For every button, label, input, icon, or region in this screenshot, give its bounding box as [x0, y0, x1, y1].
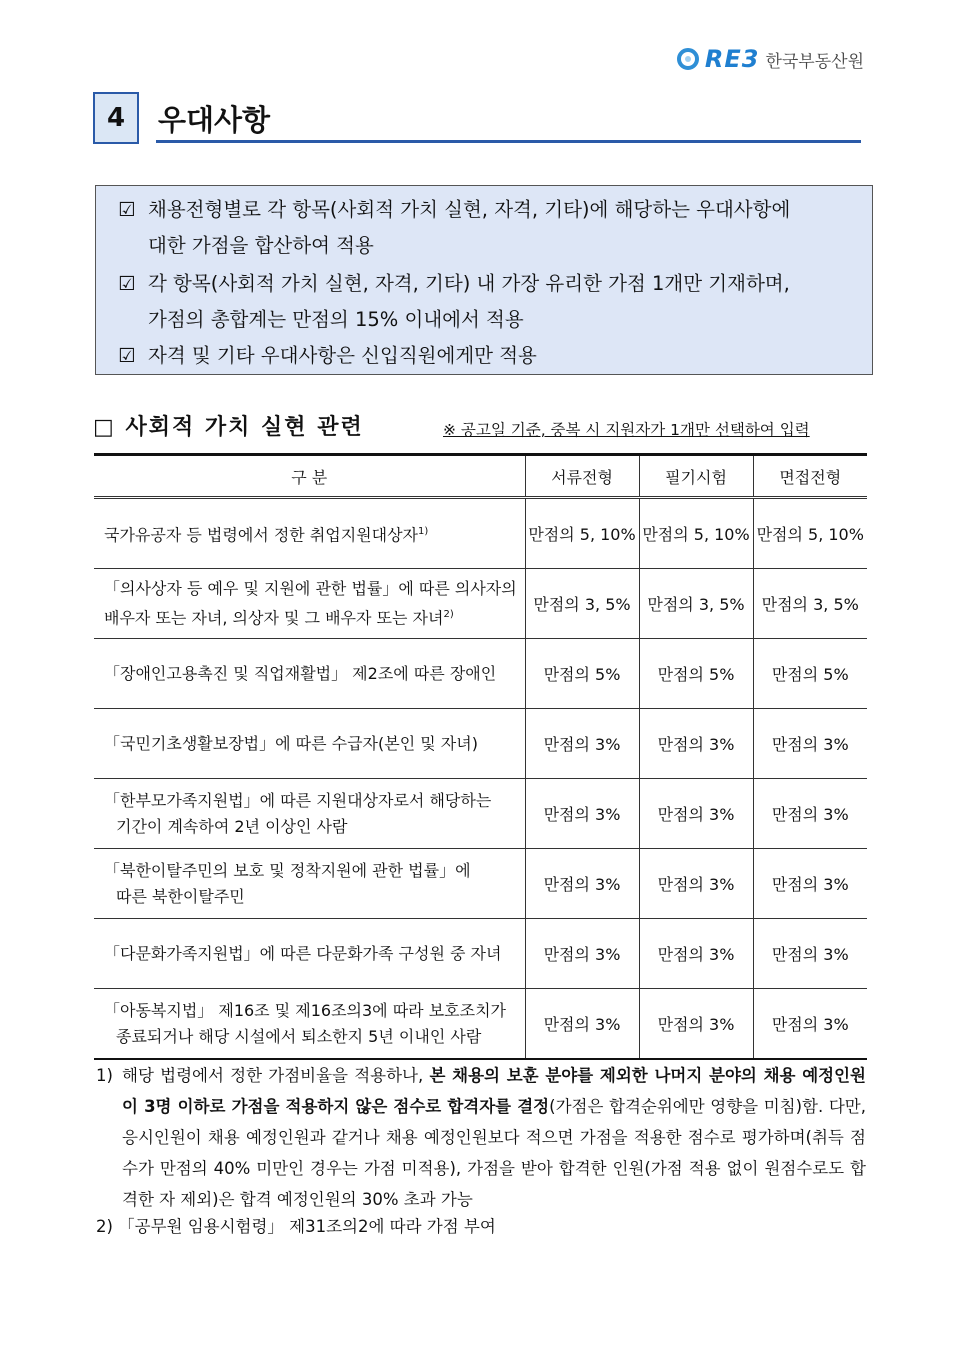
- org-logo: [677, 44, 864, 74]
- logo-org-name: 한국부동산원: [765, 51, 864, 72]
- highlight-text: 각 항목(사회적 가치 실현, 자격, 기타) 내 가장 유리한 가점 1개만 기재하며,: [148, 272, 790, 295]
- header-interview: 면접전형: [753, 455, 867, 498]
- footnote-2: 2) 「공무원 임용시험령」 제31조의2에 따라 가점 부여: [96, 1217, 496, 1236]
- highlight-item: [118, 266, 790, 338]
- cell-written: 만점의 3%: [639, 779, 753, 849]
- table-row: [94, 989, 867, 1060]
- cell-document: 만점의 3%: [525, 709, 639, 779]
- highlight-box: [95, 185, 873, 375]
- table-row: [94, 919, 867, 989]
- cell-written: 만점의 3%: [639, 709, 753, 779]
- cell-written: 만점의 3%: [639, 849, 753, 919]
- square-bullet-icon: □: [93, 415, 116, 440]
- highlight-text-cont: 가점의 총합계는 만점의 15% 이내에서 적용: [148, 308, 524, 331]
- checkbox-icon: ☑: [118, 198, 136, 221]
- section-title: 우대사항: [158, 103, 271, 137]
- category-text: 「북한이탈주민의 보호 및 정착지원에 관한 법률」에: [104, 860, 471, 880]
- header-document: 서류전형: [525, 455, 639, 498]
- logo-text: RE3: [704, 45, 760, 73]
- cell-document: 만점의 5%: [525, 639, 639, 709]
- row-category: [94, 849, 525, 919]
- cell-document: 만점의 3%: [525, 849, 639, 919]
- row-category: [94, 569, 525, 639]
- footnote-number: 1): [96, 1066, 113, 1085]
- row-category: 「다문화가족지원법」에 따른 다문화가족 구성원 중 자녀: [94, 919, 525, 989]
- footnote-bold-text: 본 채용의 보훈 분야를 제외한 나머지 분야의 채용 예정인원이 3명 이하로 가점을 적용하지 않은 점수로 합격자를 결정: [122, 1066, 866, 1116]
- cell-written: 만점의 5, 10%: [639, 498, 753, 569]
- logo-icon: [677, 48, 699, 70]
- category-text: 「아동복지법」 제16조 및 제16조의3에 따라 보호조치가: [104, 1000, 506, 1020]
- section-divider: [156, 140, 861, 143]
- category-text-cont: 종료되거나 해당 시설에서 퇴소한지 5년 이내인 사람: [116, 1026, 482, 1046]
- cell-interview: 만점의 3%: [753, 709, 867, 779]
- table-row: [94, 498, 867, 569]
- category-text-cont: 배우자 또는 자녀, 의상자 및 그 배우자 또는 자녀: [104, 608, 444, 628]
- table-header-row: [94, 455, 867, 498]
- cell-interview: 만점의 3%: [753, 989, 867, 1060]
- cell-interview: 만점의 3%: [753, 919, 867, 989]
- cell-document: 만점의 3%: [525, 919, 639, 989]
- category-text: 「의사상자 등 예우 및 지원에 관한 법률」에 따른 의사자의: [104, 578, 517, 598]
- footnote-text-cont: (가점은 합격순위에만 영향을 미침)함. 다만, 응시인원이 채용 예정인원과 같거나 채용 예정인원보다 적으면 가점을 적용한 점수로 평가하며(취득 점수가 만점의 40% 미만인 경우는 가점 미적용), 가점을 받아 합격한 인원(가점 적용 없이 원점수로도 합격한 자 제외)은 합격 예정인원의 30% 초과 가능: [122, 1097, 866, 1209]
- table-row: [94, 849, 867, 919]
- section-number: 4: [93, 92, 139, 144]
- highlight-item: [118, 192, 790, 264]
- cell-interview: 만점의 5%: [753, 639, 867, 709]
- row-category: 「국민기초생활보장법」에 따른 수급자(본인 및 자녀): [94, 709, 525, 779]
- subsection-title-text: 사회적 가치 실현 관련: [125, 415, 364, 440]
- subsection-note: ※ 공고일 기준, 중복 시 지원자가 1개만 선택하여 입력: [443, 421, 810, 439]
- row-category: [94, 498, 525, 569]
- cell-document: 만점의 3, 5%: [525, 569, 639, 639]
- table-row: [94, 779, 867, 849]
- subsection-title: [93, 410, 364, 441]
- category-text-cont: 따른 북한이탈주민: [116, 886, 245, 906]
- footnote-ref: 2): [443, 608, 454, 620]
- header-written: 필기시험: [639, 455, 753, 498]
- cell-document: 만점의 5, 10%: [525, 498, 639, 569]
- preference-table: [94, 453, 867, 1060]
- checkbox-icon: ☑: [118, 344, 136, 367]
- cell-interview: 만점의 3, 5%: [753, 569, 867, 639]
- category-text: 「한부모가족지원법」에 따른 지원대상자로서 해당하는: [104, 790, 492, 810]
- table-row: [94, 569, 867, 639]
- cell-written: 만점의 3%: [639, 989, 753, 1060]
- table-row: [94, 709, 867, 779]
- category-text-cont: 기간이 계속하여 2년 이상인 사람: [116, 816, 348, 836]
- highlight-item: [118, 338, 537, 374]
- cell-written: 만점의 5%: [639, 639, 753, 709]
- highlight-text-cont: 대한 가점을 합산하여 적용: [148, 234, 374, 257]
- cell-written: 만점의 3%: [639, 919, 753, 989]
- row-category: 「장애인고용촉진 및 직업재활법」 제2조에 따른 장애인: [94, 639, 525, 709]
- cell-interview: 만점의 5, 10%: [753, 498, 867, 569]
- row-category: [94, 989, 525, 1060]
- cell-document: 만점의 3%: [525, 989, 639, 1060]
- footnote-1: [96, 1060, 866, 1215]
- footnote-ref: 1): [418, 525, 429, 537]
- checkbox-icon: ☑: [118, 272, 136, 295]
- header-category: 구 분: [94, 455, 525, 498]
- row-category: [94, 779, 525, 849]
- cell-interview: 만점의 3%: [753, 849, 867, 919]
- category-text: 국가유공자 등 법령에서 정한 취업지원대상자: [104, 525, 419, 545]
- highlight-text: 채용전형별로 각 항목(사회적 가치 실현, 자격, 기타)에 해당하는 우대사항에: [148, 198, 791, 221]
- highlight-text: 자격 및 기타 우대사항은 신입직원에게만 적용: [148, 344, 537, 367]
- cell-document: 만점의 3%: [525, 779, 639, 849]
- footnote-text: 해당 법령에서 정한 가점비율을 적용하나,: [122, 1066, 430, 1085]
- table-row: [94, 639, 867, 709]
- cell-written: 만점의 3, 5%: [639, 569, 753, 639]
- cell-interview: 만점의 3%: [753, 779, 867, 849]
